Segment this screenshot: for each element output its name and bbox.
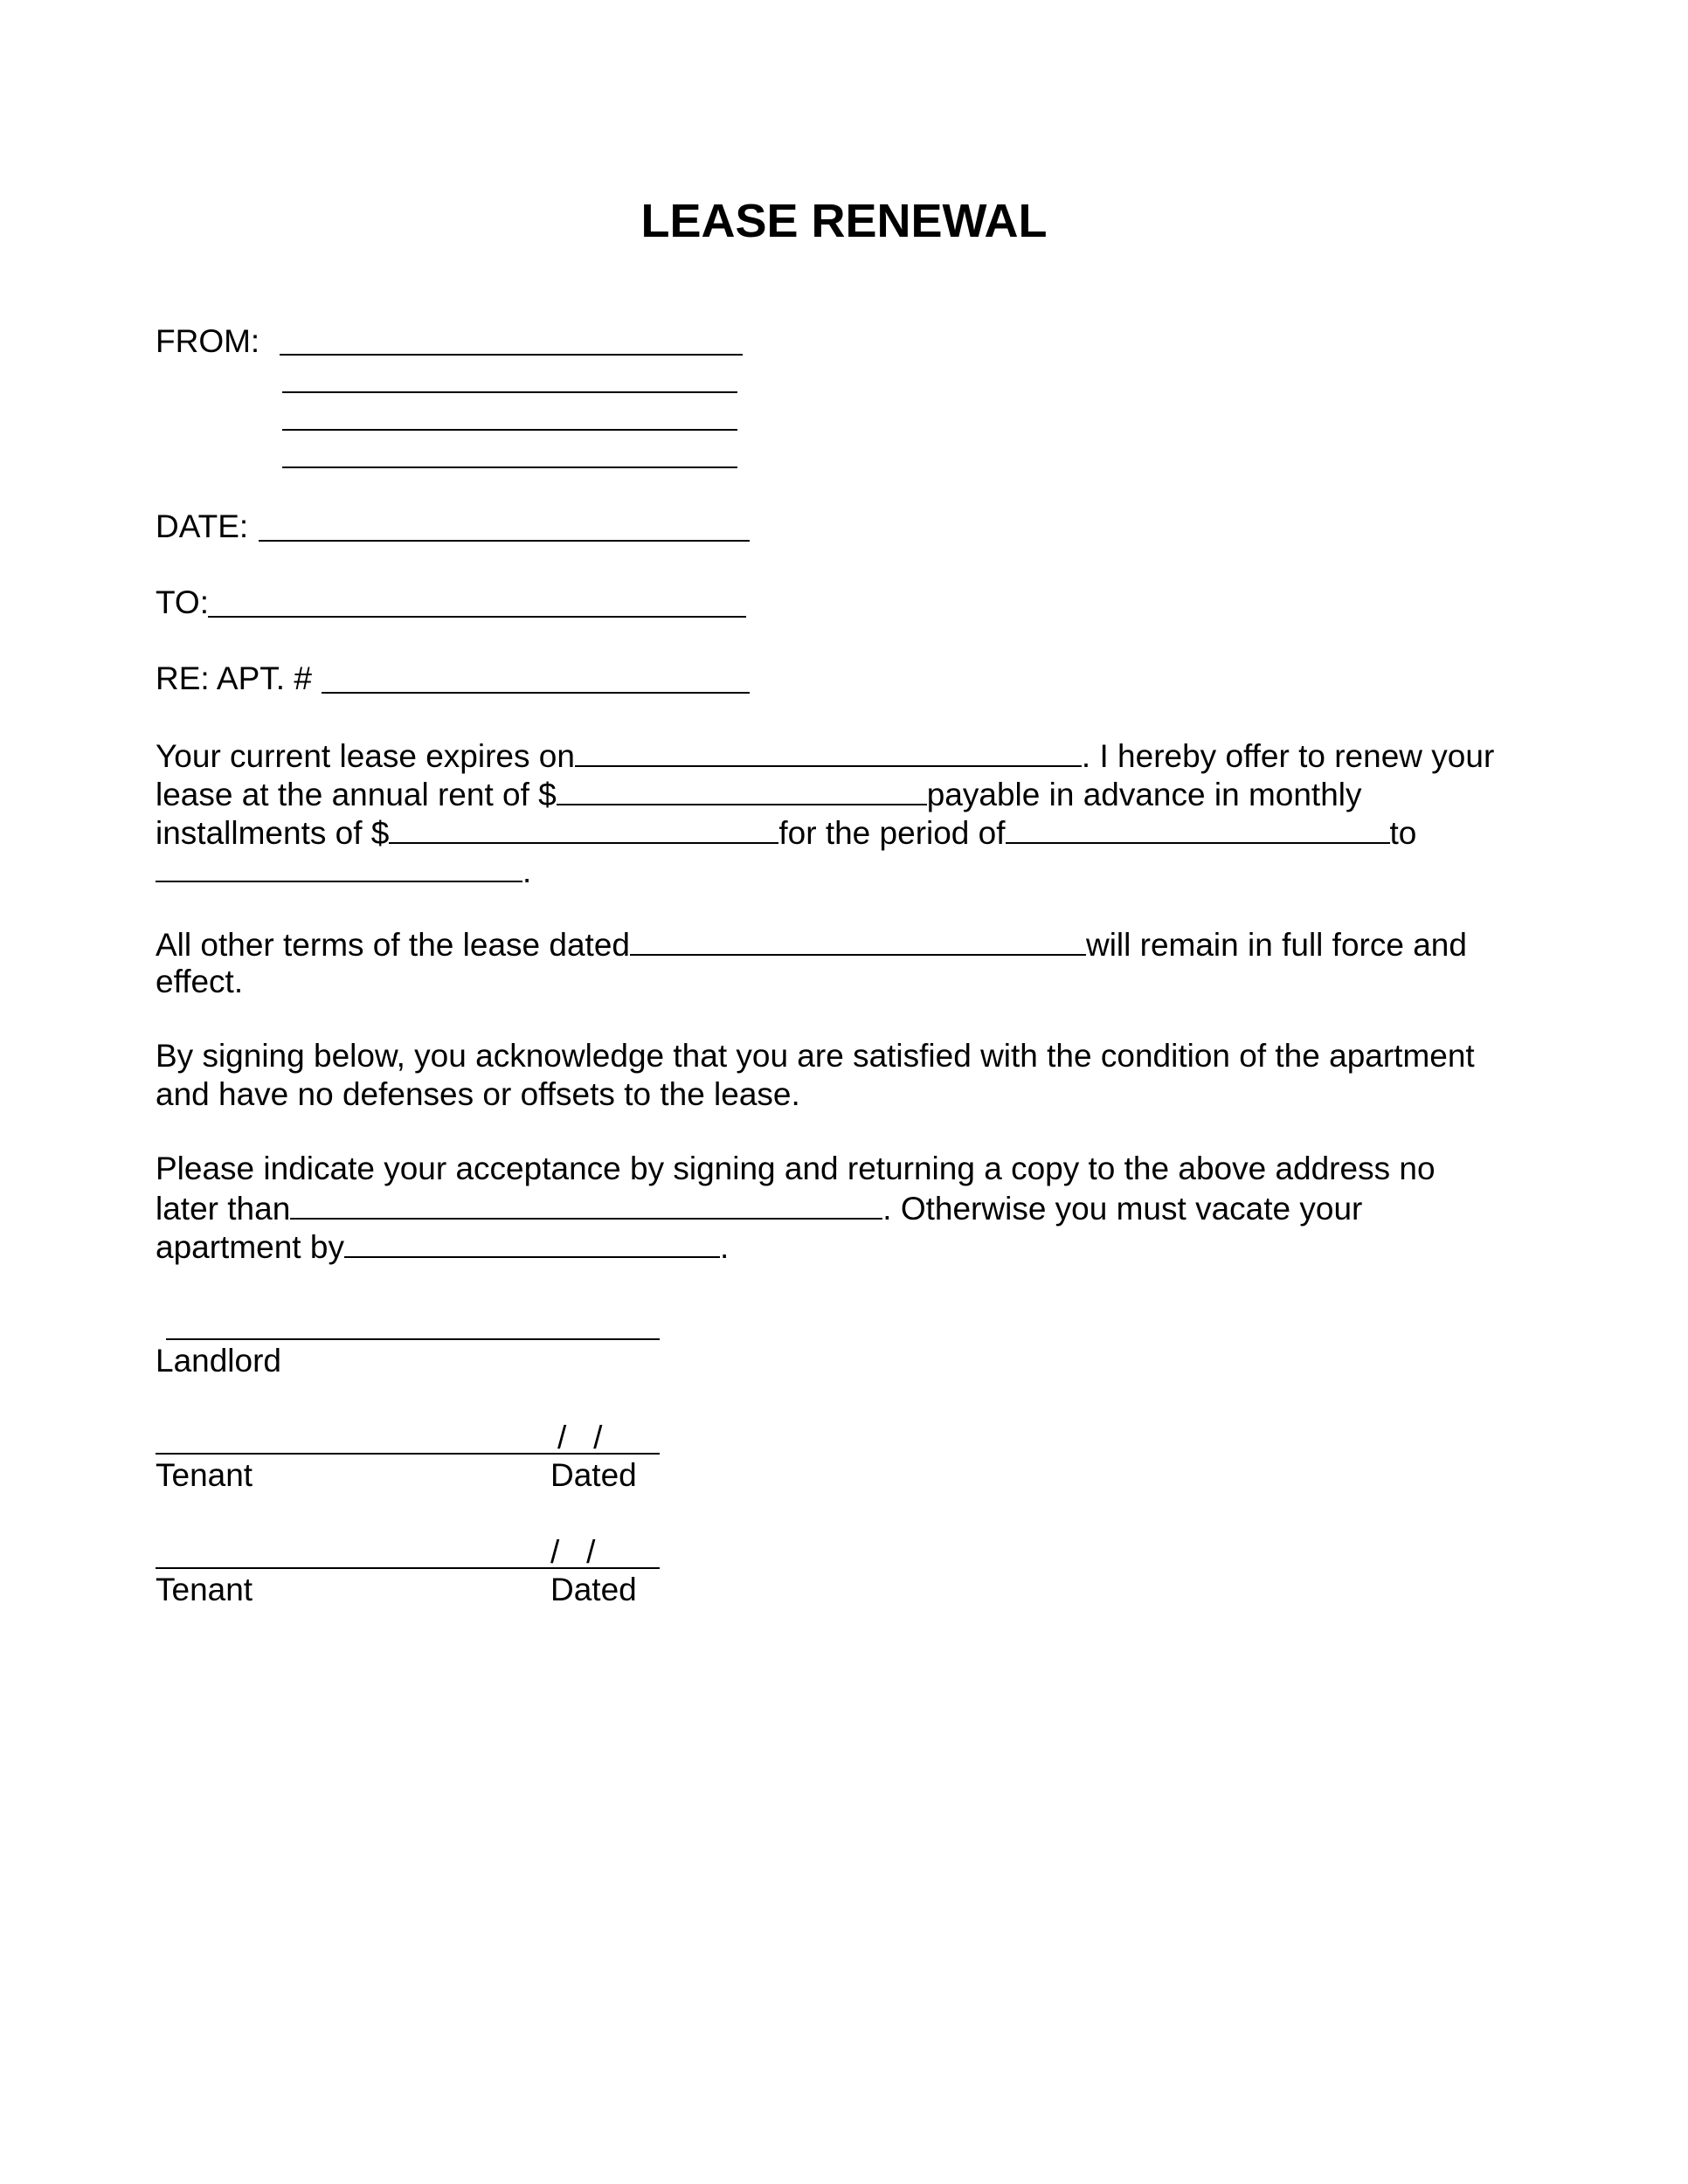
tenant2-date-slashes: / / [550, 1534, 596, 1570]
monthly-installment-blank[interactable] [389, 812, 778, 844]
acknowledge-line-2: and have no defenses or offsets to the lease. [156, 1076, 800, 1112]
to-line[interactable] [208, 616, 746, 618]
date-line[interactable] [259, 540, 750, 542]
acknowledge-paragraph [156, 1037, 1536, 1114]
tenant1-label: Tenant [156, 1457, 253, 1493]
from-line-2[interactable] [282, 391, 737, 393]
vacate-date-blank[interactable] [344, 1227, 720, 1258]
lease-terms-paragraph [156, 736, 1536, 889]
tenant1-date-slashes: / / [557, 1420, 603, 1455]
from-line-4[interactable] [282, 467, 737, 468]
period-end-blank[interactable] [156, 851, 522, 882]
annual-rent-blank[interactable] [557, 774, 927, 805]
date-label: DATE: [156, 508, 249, 544]
tenant1-dated-label: Dated [550, 1457, 637, 1493]
return-by-date-blank[interactable] [290, 1188, 882, 1220]
document-title: LEASE RENEWAL [640, 195, 1048, 247]
from-line-3[interactable] [282, 429, 737, 431]
from-label: FROM: [156, 323, 260, 359]
lease-dated-blank[interactable] [630, 924, 1086, 956]
payable-text: payable in advance in monthly [926, 777, 1362, 812]
period-text: for the period of [778, 815, 1006, 851]
acceptance-paragraph [156, 1150, 1536, 1265]
landlord-label: Landlord [156, 1343, 282, 1379]
vacate-text: . Otherwise you must vacate your [882, 1191, 1363, 1227]
full-force-text: will remain in full force and [1085, 927, 1467, 963]
later-than-text: later than [156, 1191, 291, 1227]
other-terms-paragraph [156, 924, 1536, 1001]
lease-expires-text: Your current lease expires on [156, 738, 575, 774]
apt-number-line[interactable] [322, 692, 750, 694]
installments-text: installments of $ [156, 815, 390, 851]
period-end-period: . [522, 854, 532, 889]
acceptance-line-1: Please indicate your acceptance by signing and returning a copy to the above address no [156, 1151, 1435, 1186]
to-label: TO: [156, 584, 209, 620]
other-terms-text: All other terms of the lease dated [156, 927, 630, 963]
re-apt-label: RE: APT. # [156, 660, 312, 696]
tenant2-label: Tenant [156, 1572, 253, 1607]
vacate-period: . [719, 1229, 730, 1265]
expiration-date-blank[interactable] [575, 736, 1082, 767]
tenant2-dated-label: Dated [550, 1572, 637, 1607]
from-line-1[interactable] [280, 354, 743, 356]
annual-rent-text: lease at the annual rent of $ [156, 777, 557, 812]
landlord-signature-line[interactable] [166, 1338, 660, 1340]
effect-text: effect. [156, 964, 244, 999]
acknowledge-line-1: By signing below, you acknowledge that you are satisfied with the condition of the apartment [156, 1038, 1475, 1074]
apartment-by-text: apartment by [156, 1229, 344, 1265]
period-start-blank[interactable] [1006, 812, 1390, 844]
offer-renew-text: . I hereby offer to renew your [1081, 738, 1495, 774]
to-text: to [1389, 815, 1417, 851]
